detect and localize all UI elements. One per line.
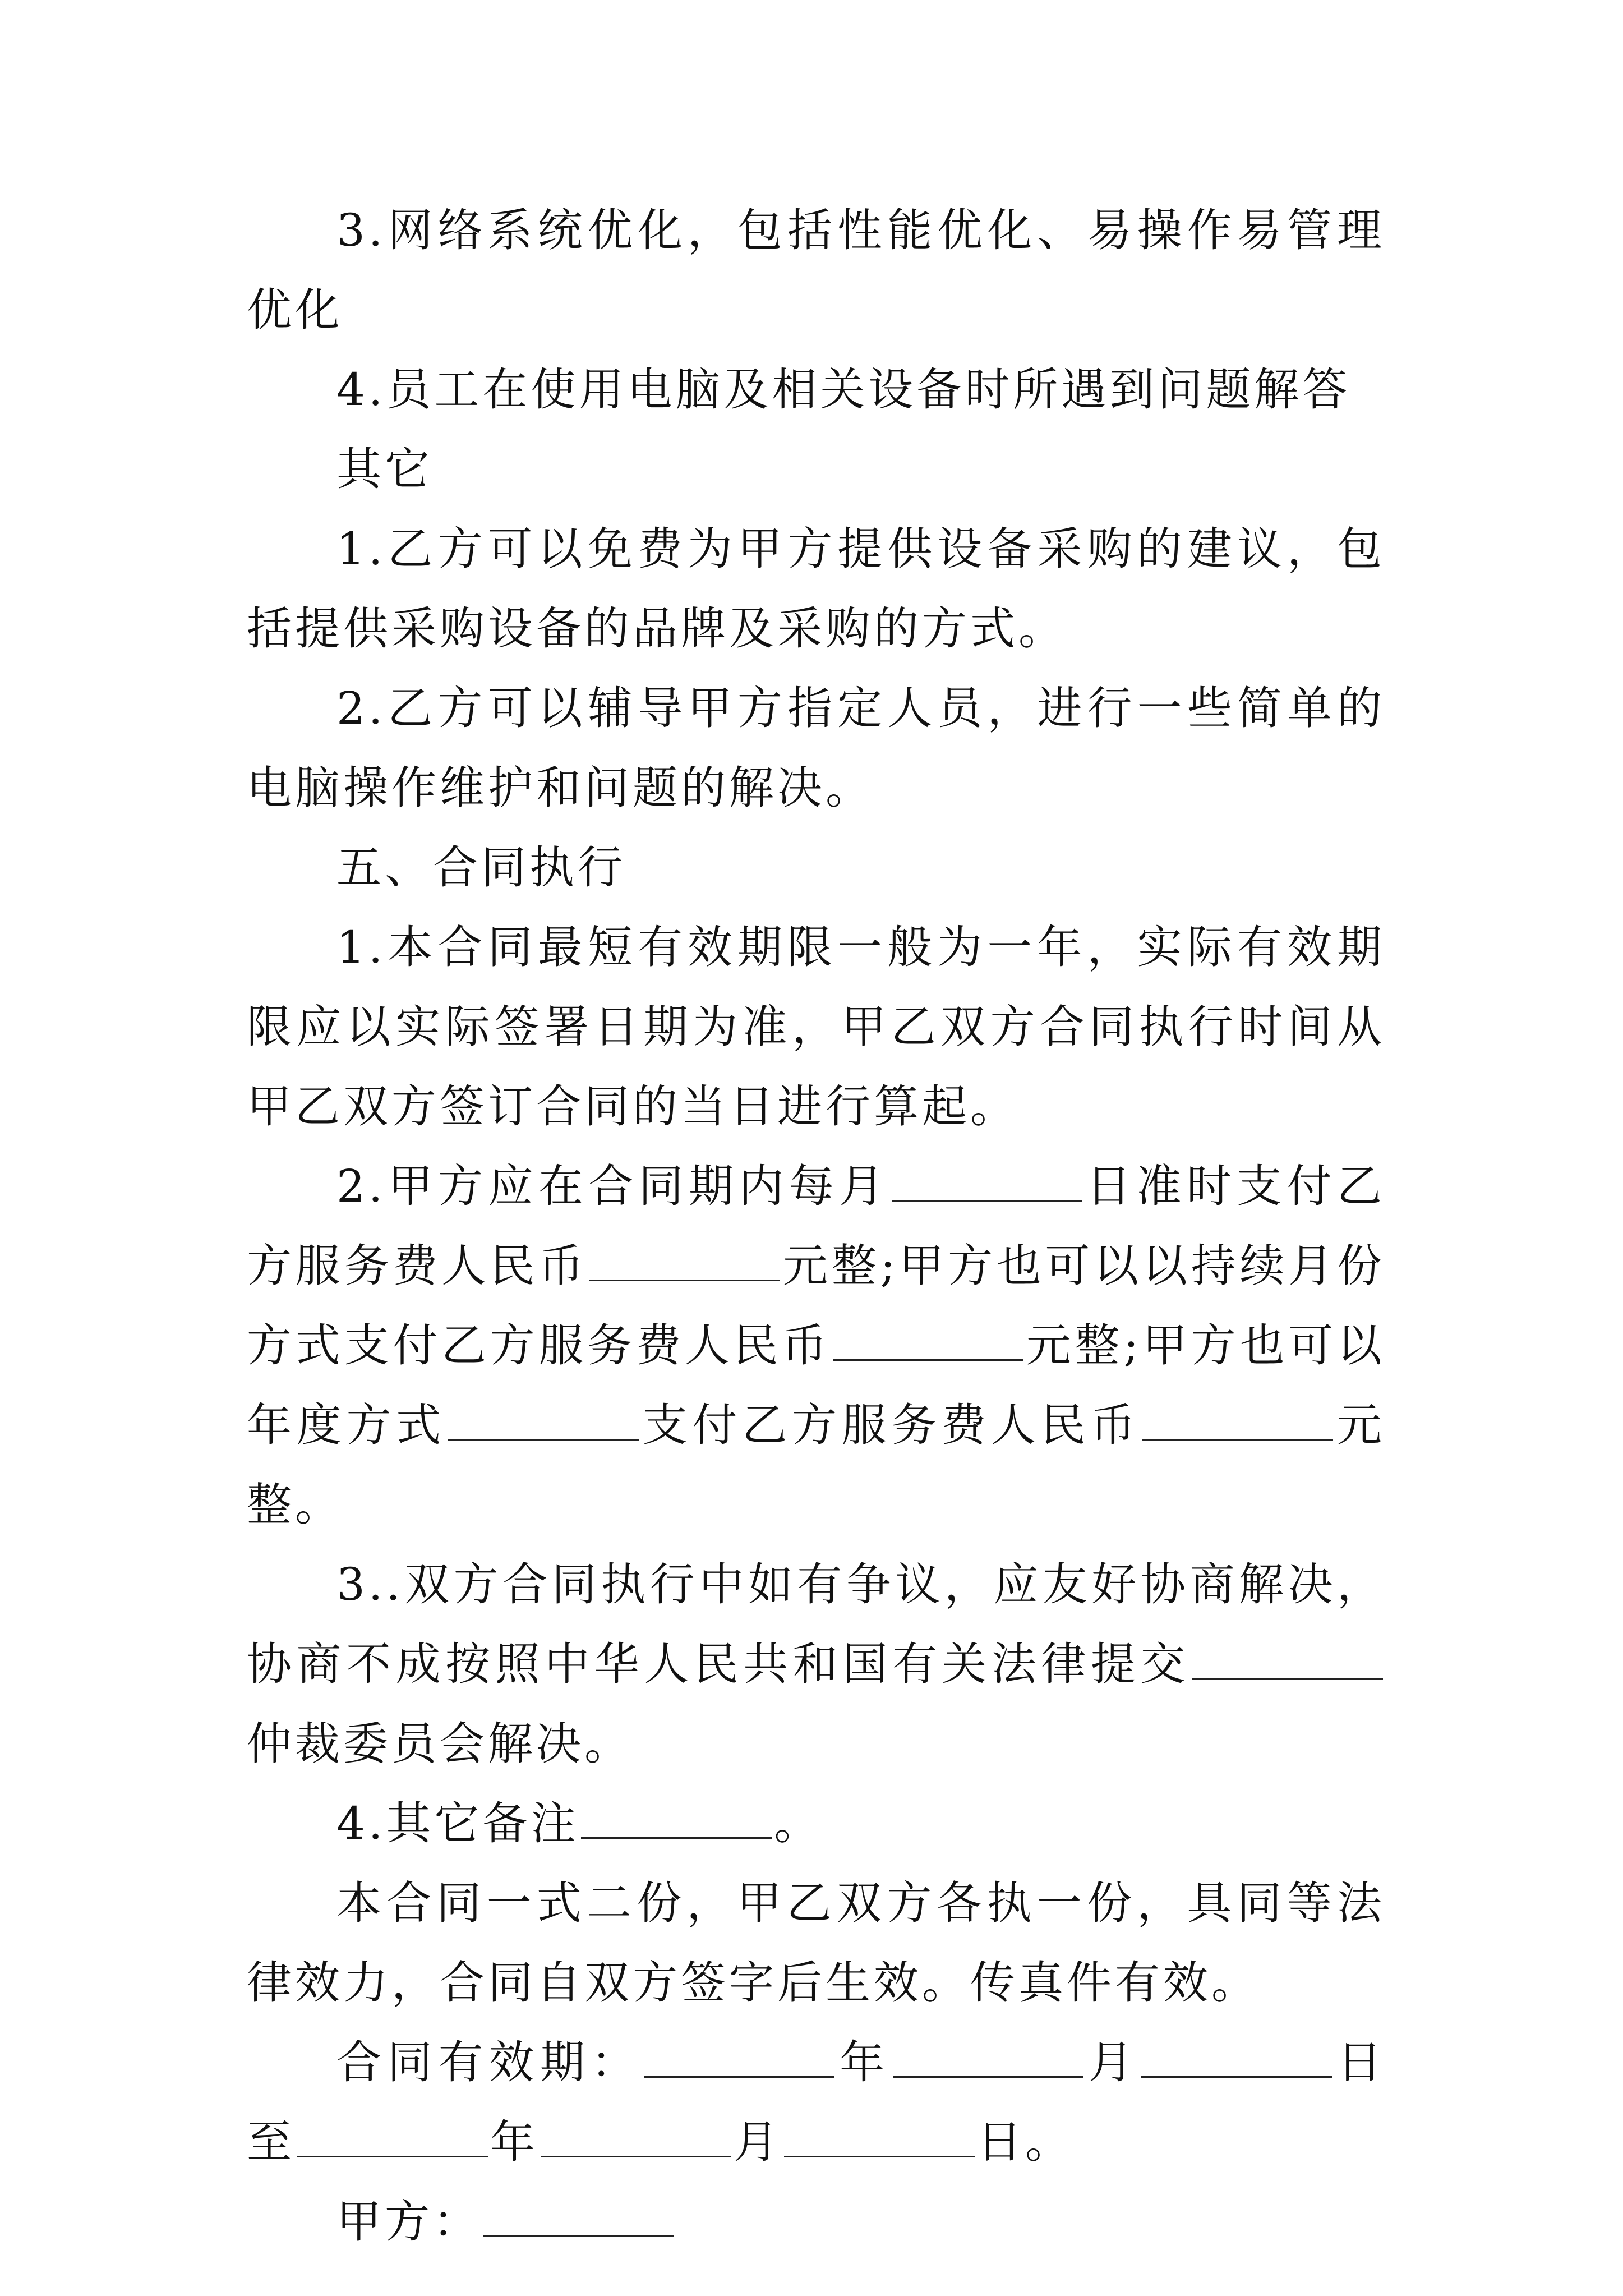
paragraph-network-optimization: 3.网络系统优化，包括性能优化、易操作易管理优化: [247, 204, 1385, 336]
blank-start-day: [1141, 2037, 1332, 2078]
blank-annual-fee: [1142, 1400, 1333, 1441]
dates-month-2: 月: [734, 2116, 782, 2168]
section-heading-other: 其它: [336, 443, 433, 495]
blank-end-day: [784, 2116, 975, 2157]
blank-start-month: [893, 2037, 1083, 2078]
payment-text-2: 日准时支付乙方服务费人民币: [247, 1160, 1386, 1292]
payment-text-1: 2.甲方应在合同期内每月: [336, 1160, 889, 1212]
document-body: [247, 191, 1385, 2262]
dates-label: 合同有效期：: [336, 2036, 642, 2088]
blank-end-year: [297, 2116, 488, 2157]
party-a-label: 甲方：: [336, 2196, 481, 2248]
paragraph-validity-period: 1.本合同最短有效期限一般为一年，实际有效期限应以实际签署日期为准，甲乙双方合同执行时间从甲乙双方签订合同的当日进行算起。: [247, 921, 1385, 1133]
dates-day-to: 日至: [247, 2036, 1386, 2168]
blank-monthly-fee: [589, 1240, 780, 1281]
blank-start-year: [644, 2037, 834, 2078]
blank-arbitration-commission: [1192, 1639, 1383, 1680]
dispute-text-1: 3..双方合同执行中如有争议，应友好协商解决，协商不成按照中华人民共和国有关法律提交: [247, 1558, 1385, 1690]
blank-annual-mode: [448, 1400, 639, 1441]
blank-continuous-fee: [833, 1320, 1023, 1361]
dates-year-2: 年: [490, 2116, 538, 2168]
payment-text-3: 元整;甲方也可以以持续月份方式支付乙方服务费人民币: [247, 1240, 1386, 1372]
dispute-text-2: 仲裁委员会解决。: [247, 1718, 633, 1770]
paragraph-purchase-advice: 1.乙方可以免费为甲方提供设备采购的建议，包括提供采购设备的品牌及采购的方式。: [247, 523, 1385, 655]
blank-remarks: [581, 1798, 772, 1839]
dates-year-1: 年: [837, 2036, 891, 2088]
paragraph-staff-training: 2.乙方可以辅导甲方指定人员，进行一些简单的电脑操作维护和问题的解决。: [247, 682, 1385, 814]
paragraph-dispute-resolution: [247, 1545, 1385, 1784]
paragraph-contract-dates: [247, 2023, 1385, 2182]
paragraph-payment-terms: [247, 1147, 1385, 1545]
blank-payment-day: [892, 1161, 1082, 1202]
remarks-text-1: 4.其它备注: [336, 1797, 579, 1849]
paragraph-party-a-signature: [247, 2182, 1385, 2262]
dates-month-1: 月: [1085, 2036, 1140, 2088]
payment-text-5: 支付乙方服务费人民币: [641, 1399, 1141, 1451]
remarks-text-2: 。: [774, 1797, 823, 1849]
paragraph-copies: 本合同一式二份，甲乙双方各执一份，具同等法律效力，合同自双方签字后生效。传真件有效。: [247, 1877, 1385, 2009]
paragraph-other-remarks: [247, 1784, 1385, 1864]
section-heading-contract-execution: 五、合同执行: [336, 841, 626, 894]
paragraph-staff-questions: 4.员工在使用电脑及相关设备时所遇到问题解答: [336, 364, 1351, 416]
dates-day-end: 日。: [977, 2116, 1073, 2168]
payment-text-6: 元整。: [247, 1399, 1385, 1531]
payment-text-4: 元整;甲方也可以年度方式: [247, 1319, 1386, 1451]
blank-party-a: [483, 2196, 674, 2237]
blank-end-month: [541, 2116, 731, 2157]
